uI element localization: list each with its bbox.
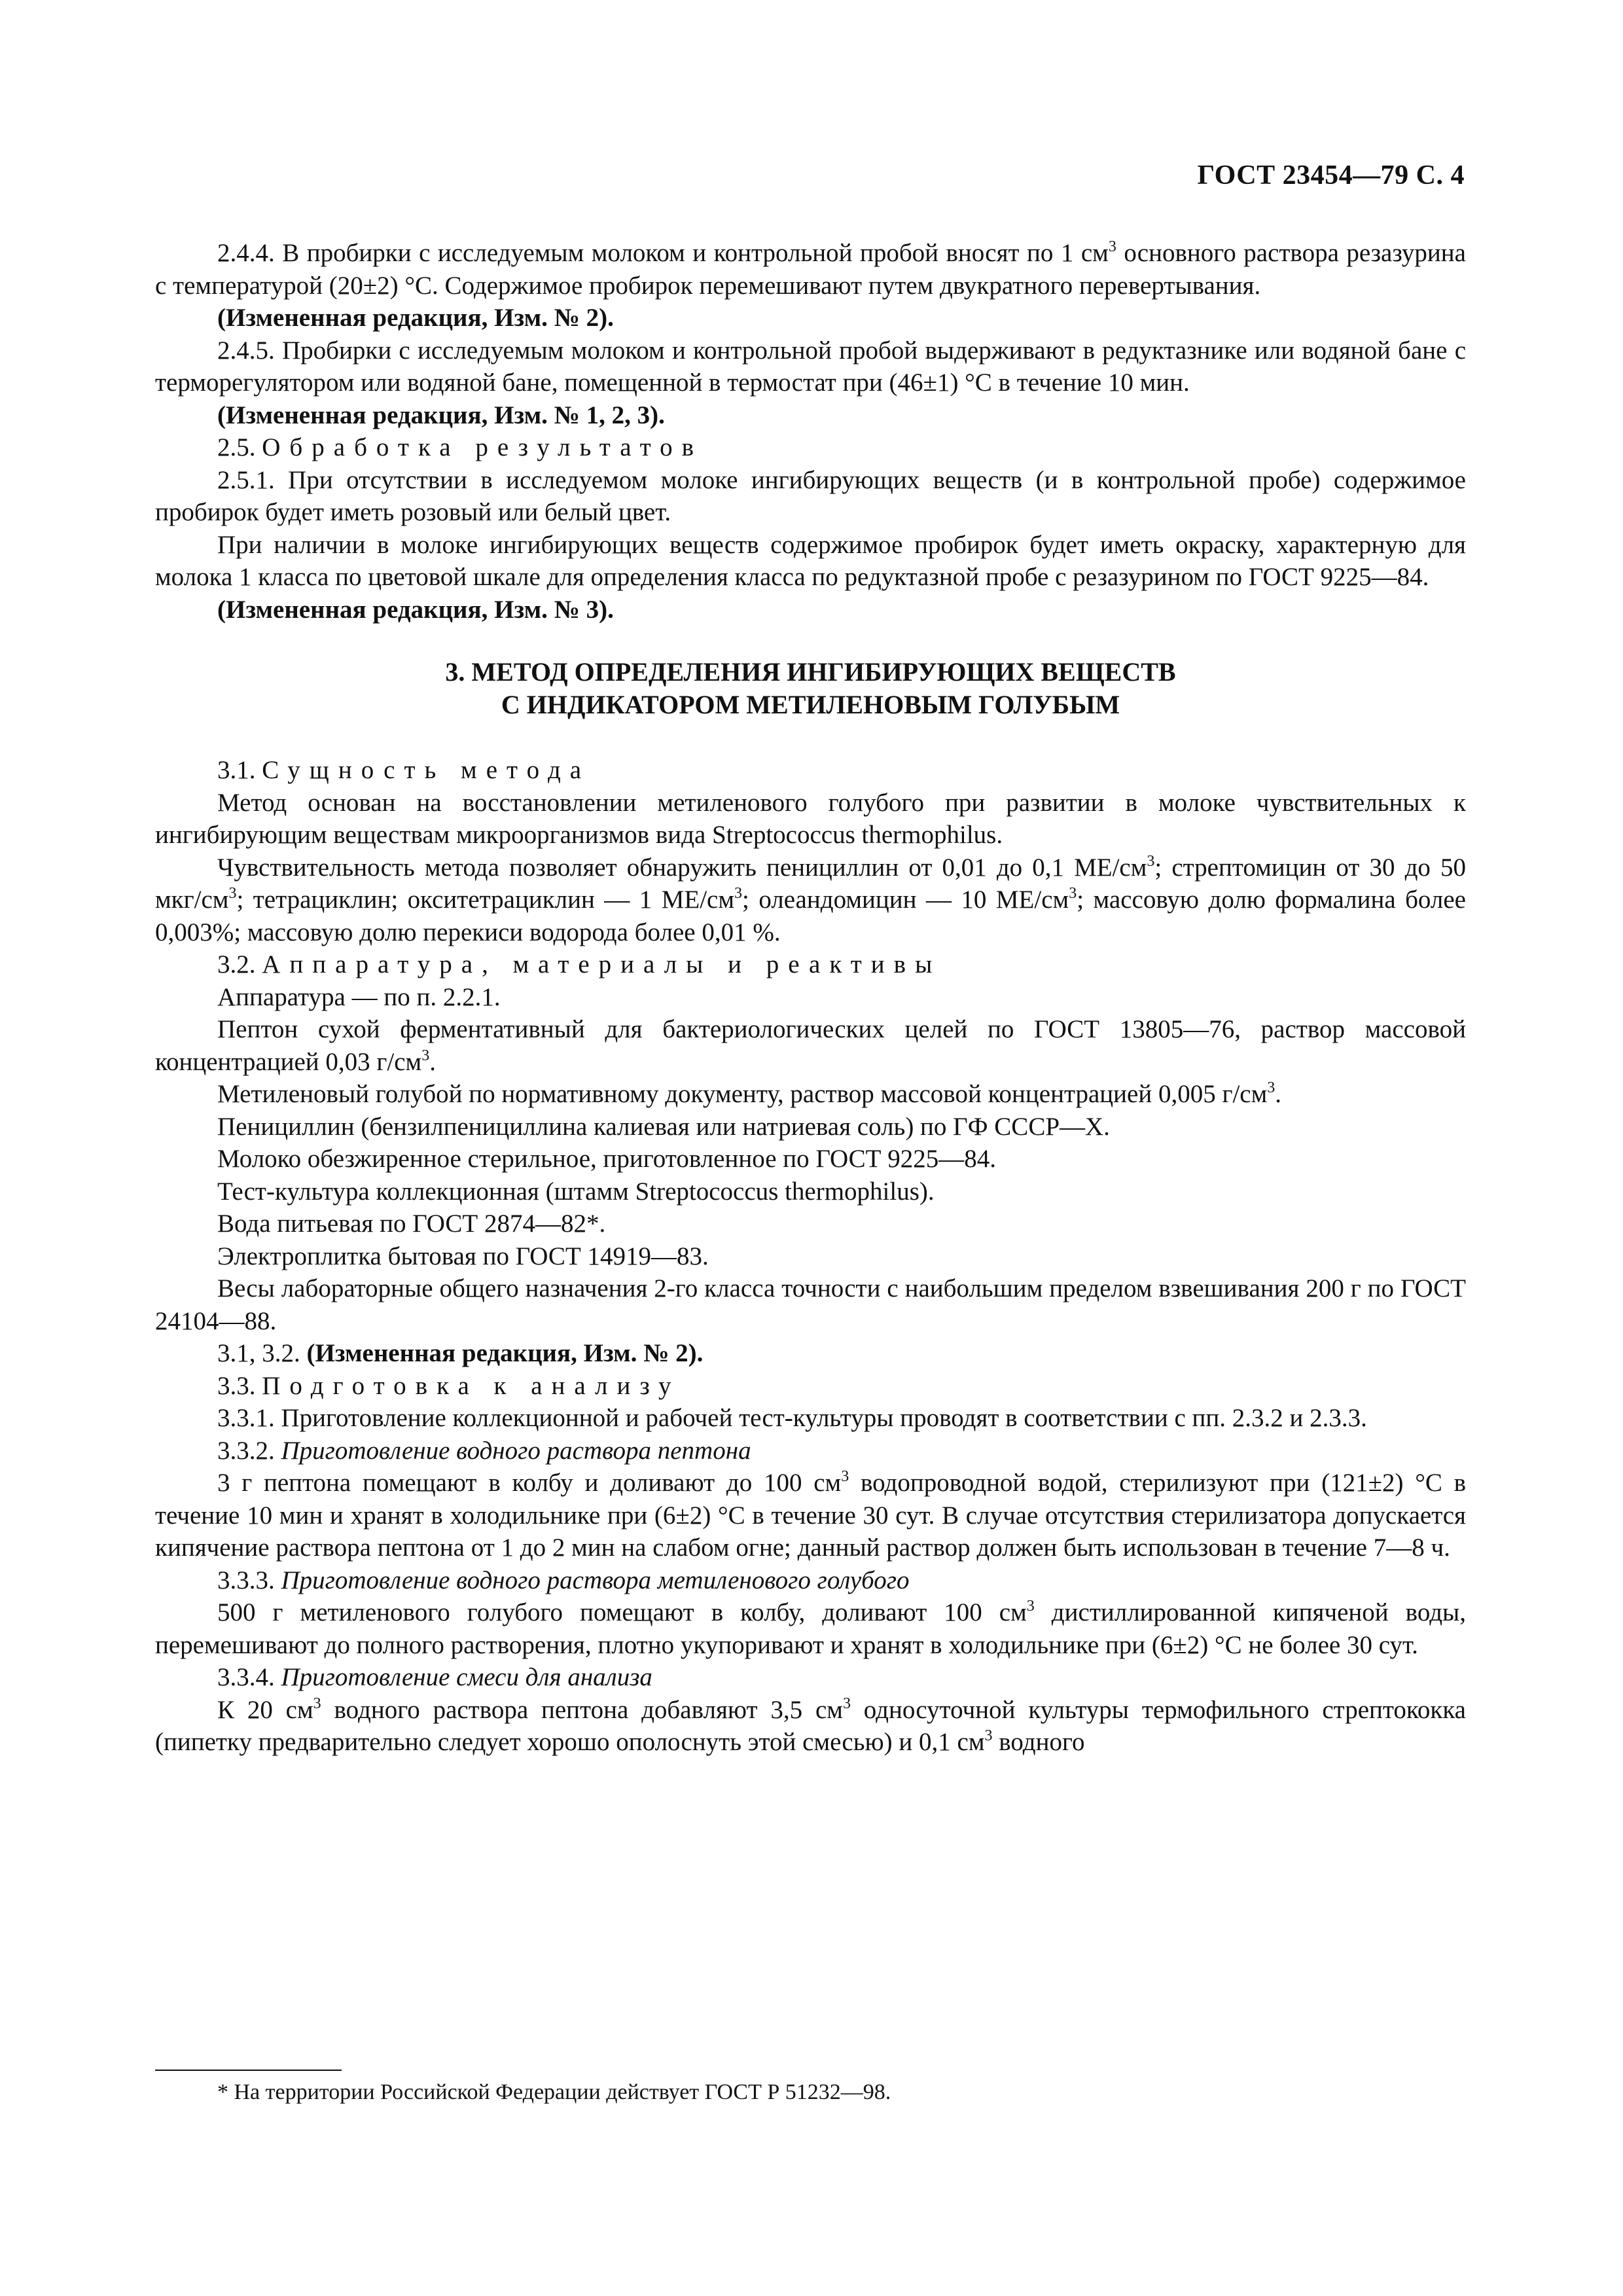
text-run: 3 г пептона помещают в колбу и доливают до 100 см [217,1469,842,1497]
text-run-bold: (Измененная редакция, Изм. № 2). [306,1339,704,1367]
superscript: 3 [421,1047,430,1064]
superscript: 3 [228,885,237,902]
amendment-note [155,1337,1466,1370]
clause-2-4-5: 2.4.5. Пробирки с исследуемым молоком и контрольной пробой выдерживают в редуктазнике или водяной бане с терморегулятором или водяной бане, помещенной в термостат при (46±1) °С в течение 10 мин. [155,336,1466,397]
paragraph: Вода питьевая по ГОСТ 2874—82*. [217,1210,606,1238]
amendment-note: (Измененная редакция, Изм. № 2). [217,304,614,332]
paragraph [155,1596,1466,1661]
superscript: 3 [1267,1079,1275,1096]
paragraph [155,1013,1466,1078]
document-body [155,237,1466,1759]
footnote: * На территории Российской Федерации действует ГОСТ Р 51232—98. [217,2080,891,2104]
text-run: основного раствора резазурина с температурой (20±2) °С. Содержимое пробирок перемешивают путем двукратного перевертывания. [155,239,1466,300]
section-title-line: 3. МЕТОД ОПРЕДЕЛЕНИЯ ИНГИБИРУЮЩИХ ВЕЩЕСТВ [445,657,1176,687]
subsection-number: 3.2. [217,950,256,978]
amendment-note: (Измененная редакция, Изм. № 1, 2, 3). [217,401,665,429]
subsection-number: 2.5. [217,433,256,461]
paragraph: Молоко обезжиренное стерильное, приготовленное по ГОСТ 9225—84. [217,1145,996,1173]
section-title-line: С ИНДИКАТОРОМ МЕТИЛЕНОВЫМ ГОЛУБЫМ [501,690,1120,719]
clause-title: Приготовление водного раствора метиленового голубого [281,1566,910,1594]
paragraph [155,1694,1466,1759]
clause-3-3-3-heading [155,1564,1466,1597]
amendment-note: (Измененная редакция, Изм. № 3). [217,595,614,624]
clause-3-3-4-heading [155,1661,1466,1694]
paragraph: Весы лабораторные общего назначения 2-го класса точности с наибольшим пределом взвешивания 200 г по ГОСТ 24104—88. [155,1274,1466,1335]
subsection-3-2-heading [155,948,1466,981]
superscript: 3 [1147,852,1155,870]
subsection-title: Сущность метода [262,756,591,784]
paragraph: Тест-культура коллекционная (штамм Streptococcus thermophilus). [217,1177,935,1206]
subsection-title: Подготовка к анализу [262,1371,681,1400]
paragraph: Электроплитка бытовая по ГОСТ 14919—83. [217,1242,709,1270]
paragraph: Аппаратура — по п. 2.2.1. [217,982,501,1011]
subsection-title: Аппаратура, материалы и реактивы [262,950,942,978]
clause-number: 3.3.4. [217,1663,281,1691]
subsection-title: Обработка результатов [262,433,704,461]
text-run: ; стрептомицин от 30 до 50 мкг/см [155,853,1466,914]
text-run: водного [992,1728,1085,1756]
text-run: К 20 см [217,1695,313,1724]
clause-2-4-4 [155,237,1466,302]
footnote-separator [155,2070,342,2071]
text-run: 500 г метиленового голубого помещают в колбу, доливают 100 см [217,1598,1027,1626]
paragraph [155,1078,1466,1111]
superscript: 3 [1026,1598,1035,1615]
clause-title: Приготовление смеси для анализа [281,1663,652,1691]
superscript: 3 [1069,885,1077,902]
text-run: Метиленовый голубой по нормативному документу, раствор массовой концентрацией 0,005 г/см [217,1080,1268,1108]
page-header: ГОСТ 23454—79 С. 4 [1197,160,1465,190]
clause-3-3-1: 3.3.1. Приготовление коллекционной и рабочей тест-культуры проводят в соответствии с пп. 2.3.2 и 2.3.3. [217,1404,1367,1432]
text-run: ; массовую долю формалина более 0,003%; массовую долю перекиси водорода более 0,01 %. [155,886,1466,946]
subsection-number: 3.3. [217,1371,256,1400]
text-run: ; тетрациклин; окситетрациклин — 1 МЕ/см [236,886,735,914]
section-3-heading [155,656,1466,721]
clause-2-5-1: 2.5.1. При отсутствии в исследуемом молоке ингибирующих веществ (и в контрольной пробе) содержимое пробирок будет иметь розовый или белый цвет. [155,465,1466,526]
subsection-3-3-heading [155,1370,1466,1403]
text-run: водопроводной водой, стерилизуют при (121±2) °С в течение 10 мин и хранят в холодильнике при (6±2) °С в течение 30 сут. В случае отсутствия стерилизатора допускается кипячение раствора пептона от 1 до 2 мин на слабом огне; данный раствор должен быть использован в течение 7—8 ч. [155,1469,1466,1562]
text-run: . [429,1047,436,1076]
text-run: односуточной культуры термофильного стрептококка (пипетку предварительно следует хорошо ополоснуть этой смесью) и 0,1 см [155,1695,1466,1756]
sensitivity-paragraph [155,852,1466,949]
subsection-2-5-heading [155,431,1466,464]
superscript: 3 [841,1468,849,1485]
paragraph: Пенициллин (бензилпенициллина калиевая или натриевая соль) по ГФ СССР—Х. [217,1112,1110,1141]
paragraph: Метод основан на восстановлении метиленового голубого при развитии в молоке чувствительных к ингибирующим веществам микроорганизмов вида Streptococcus thermophilus. [155,788,1466,849]
superscript: 3 [984,1727,993,1744]
text-run: 2.4.4. В пробирки с исследуемым молоком и контрольной пробой вносят по 1 см [217,239,1109,267]
clause-number: 3.3.2. [217,1436,281,1465]
clause-title: Приготовление водного раствора пептона [281,1436,751,1465]
text-run: Чувствительность метода позволяет обнаружить пенициллин от 0,01 до 0,1 МЕ/см [217,853,1147,882]
text-run: Пептон сухой ферментативный для бактериологических целей по ГОСТ 13805—76, раствор массовой концентрацией 0,03 г/см [155,1015,1466,1076]
superscript: 3 [734,885,743,902]
superscript: 3 [313,1695,321,1712]
clause-number: 3.3.3. [217,1566,281,1594]
text-run: . [1275,1080,1282,1108]
subsection-3-1-heading [155,754,1466,787]
superscript: 3 [842,1695,851,1712]
text-run: ; олеандомицин — 10 МЕ/см [742,886,1069,914]
text-run: 3.1, 3.2. [217,1339,307,1367]
paragraph [155,1467,1466,1564]
paragraph: При наличии в молоке ингибирующих веществ содержимое пробирок будет иметь окраску, характерную для молока 1 класса по цветовой шкале для определения класса по редуктазной пробе с резазурином по ГОСТ 9225—84. [155,530,1466,591]
subsection-number: 3.1. [217,756,256,784]
text-run: водного раствора пептона добавляют 3,5 см [321,1695,843,1724]
superscript: 3 [1108,238,1116,255]
clause-3-3-2-heading [155,1435,1466,1467]
text-run: дистиллированной кипяченой воды, перемешивают до полного растворения, плотно укупоривают и хранят в холодильнике при (6±2) °С не более 30 сут. [155,1598,1466,1659]
